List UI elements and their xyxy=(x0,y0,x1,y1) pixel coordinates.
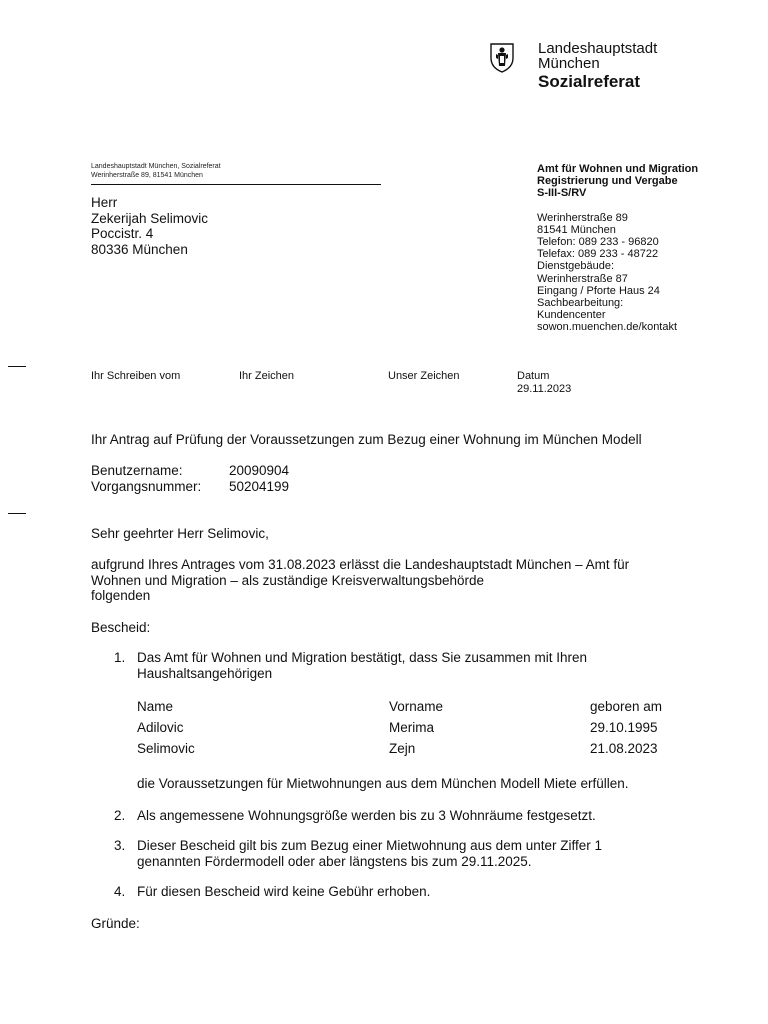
date-label: Datum xyxy=(517,370,550,382)
household-table xyxy=(137,699,697,762)
sender-line1: Landeshauptstadt München, Sozialreferat xyxy=(91,163,221,170)
item1-conclusion: die Voraussetzungen für Mietwohnungen aus dem München Modell Miete erfüllen. xyxy=(137,776,629,791)
item-number: 4. xyxy=(114,884,126,899)
date-value: 29.11.2023 xyxy=(517,382,572,395)
column-header: Name xyxy=(137,699,174,714)
greeting: Sehr geehrter Herr Selimovic, xyxy=(91,526,269,541)
building-street: Werinherstraße 87 xyxy=(537,272,628,285)
sender-line2: Werinherstraße 89, 81541 München xyxy=(91,171,203,179)
department-phone: Telefon: 089 233 - 96820 xyxy=(537,236,659,249)
table-header-row xyxy=(137,699,697,720)
recipient-address xyxy=(91,195,208,258)
item-line: Haushaltsangehörigen xyxy=(137,665,273,681)
item-text: Als angemessene Wohnungsgröße werden bis zu 3 Wohnräume festgesetzt. xyxy=(137,808,596,823)
item-text xyxy=(137,838,697,869)
item-text xyxy=(137,650,697,681)
table-row xyxy=(137,741,697,762)
item-line: genannten Fördermodell oder aber längstens bis zum 29.11.2025. xyxy=(137,853,532,869)
recipient-city: 80336 München xyxy=(91,242,188,258)
table-cell: 21.08.2023 xyxy=(590,741,658,756)
sender-return-address xyxy=(91,163,221,180)
case-number-value: 50204199 xyxy=(229,479,290,494)
sender-divider xyxy=(91,184,381,185)
department-code: S-III-S/RV xyxy=(537,187,587,200)
your-ref-label: Ihr Zeichen xyxy=(239,370,295,382)
item-number: 3. xyxy=(114,838,126,853)
intro-paragraph xyxy=(91,557,629,604)
username-label: Benutzername: xyxy=(91,463,183,478)
table-row xyxy=(137,720,697,741)
department-info xyxy=(537,163,698,334)
clerk-value: Kundencenter xyxy=(537,309,606,322)
organization-header xyxy=(538,41,657,93)
building-label: Dienstgebäude: xyxy=(537,260,615,273)
building-entrance: Eingang / Pforte Haus 24 xyxy=(537,284,660,297)
fold-mark xyxy=(8,366,26,367)
recipient-salutation: Herr xyxy=(91,195,118,210)
username-value: 20090904 xyxy=(229,463,290,478)
table-cell: Zejn xyxy=(389,741,416,756)
decision-heading: Bescheid: xyxy=(91,620,151,635)
item-line: Das Amt für Wohnen und Migration bestätigt, dass Sie zusammen mit Ihren xyxy=(137,650,587,665)
our-ref-label: Unser Zeichen xyxy=(388,370,460,382)
org-name-line2: München xyxy=(538,55,600,72)
intro-line: folgenden xyxy=(91,588,151,604)
clerk-label: Sachbearbeitung: xyxy=(537,297,624,310)
column-header: Vorname xyxy=(389,699,444,714)
department-city: 81541 München xyxy=(537,223,616,236)
department-street: Werinherstraße 89 xyxy=(537,211,628,224)
column-header: geboren am xyxy=(590,699,663,714)
fold-mark xyxy=(8,513,26,514)
date-block xyxy=(517,370,571,395)
item-number: 1. xyxy=(114,650,126,665)
department-title2: Registrierung und Vergabe xyxy=(537,175,678,188)
org-department: Sozialreferat xyxy=(538,72,641,91)
your-letter-label: Ihr Schreiben vom xyxy=(91,370,181,382)
recipient-street: Poccistr. 4 xyxy=(91,226,154,242)
table-cell: Adilovic xyxy=(137,720,184,735)
subject-line: Ihr Antrag auf Prüfung der Voraussetzungen zum Bezug einer Wohnung im München Modell xyxy=(91,432,642,447)
recipient-name: Zekerijah Selimovic xyxy=(91,210,209,226)
reasons-heading: Gründe: xyxy=(91,916,140,931)
department-fax: Telefax: 089 233 - 48722 xyxy=(537,248,659,261)
item-number: 2. xyxy=(114,808,126,823)
contact-link: sowon.muenchen.de/kontakt xyxy=(537,321,678,334)
table-cell: 29.10.1995 xyxy=(590,720,658,735)
table-cell: Selimovic xyxy=(137,741,195,756)
intro-line: Wohnen und Migration – als zuständige Kreisverwaltungsbehörde xyxy=(91,572,484,588)
table-cell: Merima xyxy=(389,720,435,735)
item-line: Dieser Bescheid gilt bis zum Bezug einer Mietwohnung aus dem unter Ziffer 1 xyxy=(137,838,602,853)
org-name-line1: Landeshauptstadt xyxy=(538,40,658,57)
munich-coat-of-arms-icon xyxy=(489,42,515,73)
case-number-label: Vorgangsnummer: xyxy=(91,479,202,494)
item-text: Für diesen Bescheid wird keine Gebühr erhoben. xyxy=(137,884,431,899)
intro-line: aufgrund Ihres Antrages vom 31.08.2023 erlässt die Landeshauptstadt München – Amt für xyxy=(91,557,630,572)
department-title1: Amt für Wohnen und Migration xyxy=(537,163,699,175)
